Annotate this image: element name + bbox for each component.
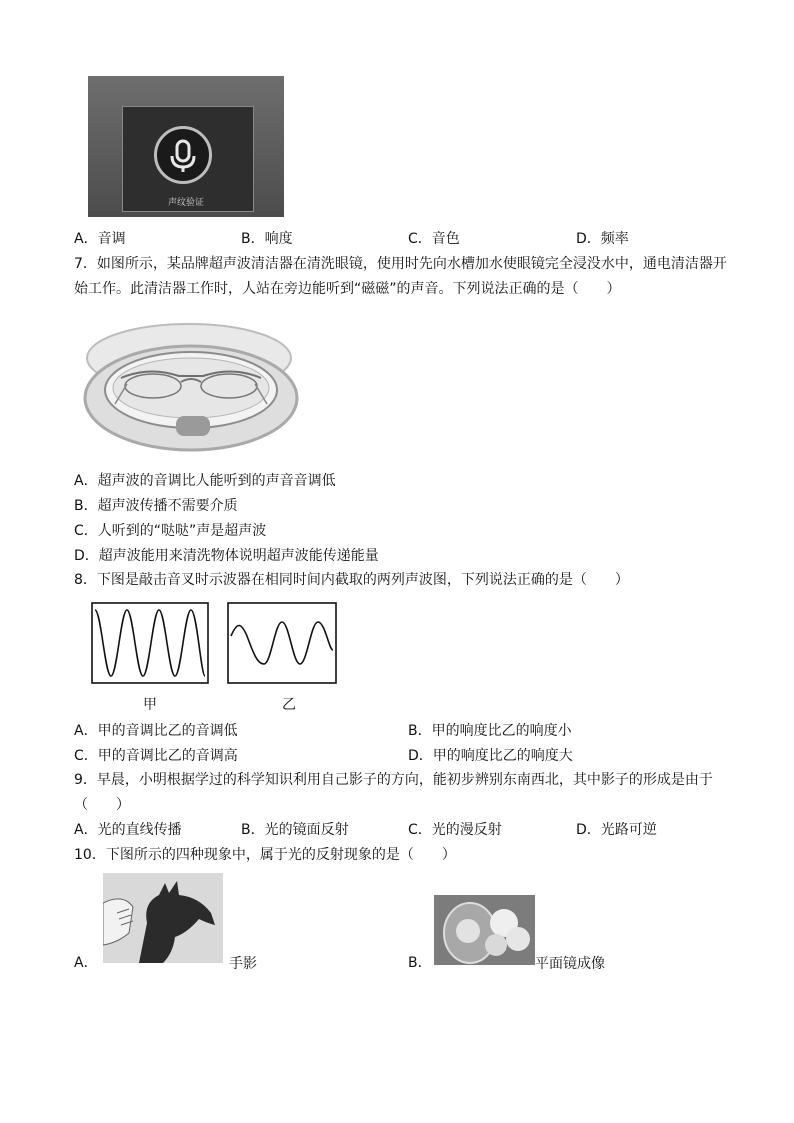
q8-option-d: D．甲的响度比乙的响度大	[408, 748, 573, 764]
q8-stem: 8．下图是敲击音叉时示波器在相同时间内截取的两列声波图，下列说法正确的是（ ）	[74, 572, 629, 588]
wave-label-jia: 甲	[143, 697, 157, 713]
q6-option-a: A．音调	[74, 231, 126, 247]
q9-stem-line1: 9．早晨，小明根据学过的科学知识利用自己影子的方向，能初步辨别东南西北，其中影子的形成是由于	[74, 772, 713, 788]
plane-mirror-photo	[434, 895, 535, 965]
q7-stem-line1: 7．如图所示，某品牌超声波清洁器在清洗眼镜，使用时先向水槽加水使眼镜完全浸没水中，通电清洁器开	[74, 256, 727, 272]
q7-option-c: C．人听到的“哒哒”声是超声波	[74, 523, 267, 539]
q6-option-c: C．音色	[408, 231, 460, 247]
microphone-icon	[154, 126, 212, 184]
q8-option-b: B．甲的响度比乙的响度小	[408, 723, 572, 739]
q6-option-b: B．响度	[241, 231, 293, 247]
wave-diagram-jia	[91, 602, 209, 684]
wave-label-yi: 乙	[282, 697, 296, 713]
q10-option-b-caption: 平面镜成像	[535, 956, 605, 972]
q7-option-d: D．超声波能用来清洗物体说明超声波能传递能量	[74, 548, 379, 564]
q9-option-b: B．光的镜面反射	[241, 822, 349, 838]
q8-option-a: A．甲的音调比乙的音调低	[74, 723, 238, 739]
voiceprint-caption: 声纹验证	[168, 198, 205, 208]
q10-stem: 10．下图所示的四种现象中，属于光的反射现象的是（ ）	[74, 847, 456, 863]
q7-option-a: A．超声波的音调比人能听到的声音音调低	[74, 473, 336, 489]
q10-option-a-letter: A．	[74, 955, 98, 971]
voiceprint-photo	[88, 76, 284, 217]
ultrasonic-cleaner-photo	[79, 318, 303, 458]
q8-option-c: C．甲的音调比乙的音调高	[74, 748, 238, 764]
wave-diagram-yi	[227, 602, 337, 684]
q7-option-b: B．超声波传播不需要介质	[74, 498, 238, 514]
q10-option-b-letter: B．	[408, 955, 432, 971]
hand-shadow-photo	[103, 873, 223, 963]
q10-option-a-caption: 手影	[229, 956, 257, 972]
q7-stem-line2: 始工作。此清洁器工作时，人站在旁边能听到“磁磁”的声音。下列说法正确的是（ ）	[74, 281, 621, 297]
q6-option-d: D．频率	[576, 231, 629, 247]
q9-stem-line2: （ ）	[74, 797, 130, 813]
q9-option-a: A．光的直线传播	[74, 822, 182, 838]
q9-option-d: D．光路可逆	[576, 822, 657, 838]
q9-option-c: C．光的漫反射	[408, 822, 502, 838]
